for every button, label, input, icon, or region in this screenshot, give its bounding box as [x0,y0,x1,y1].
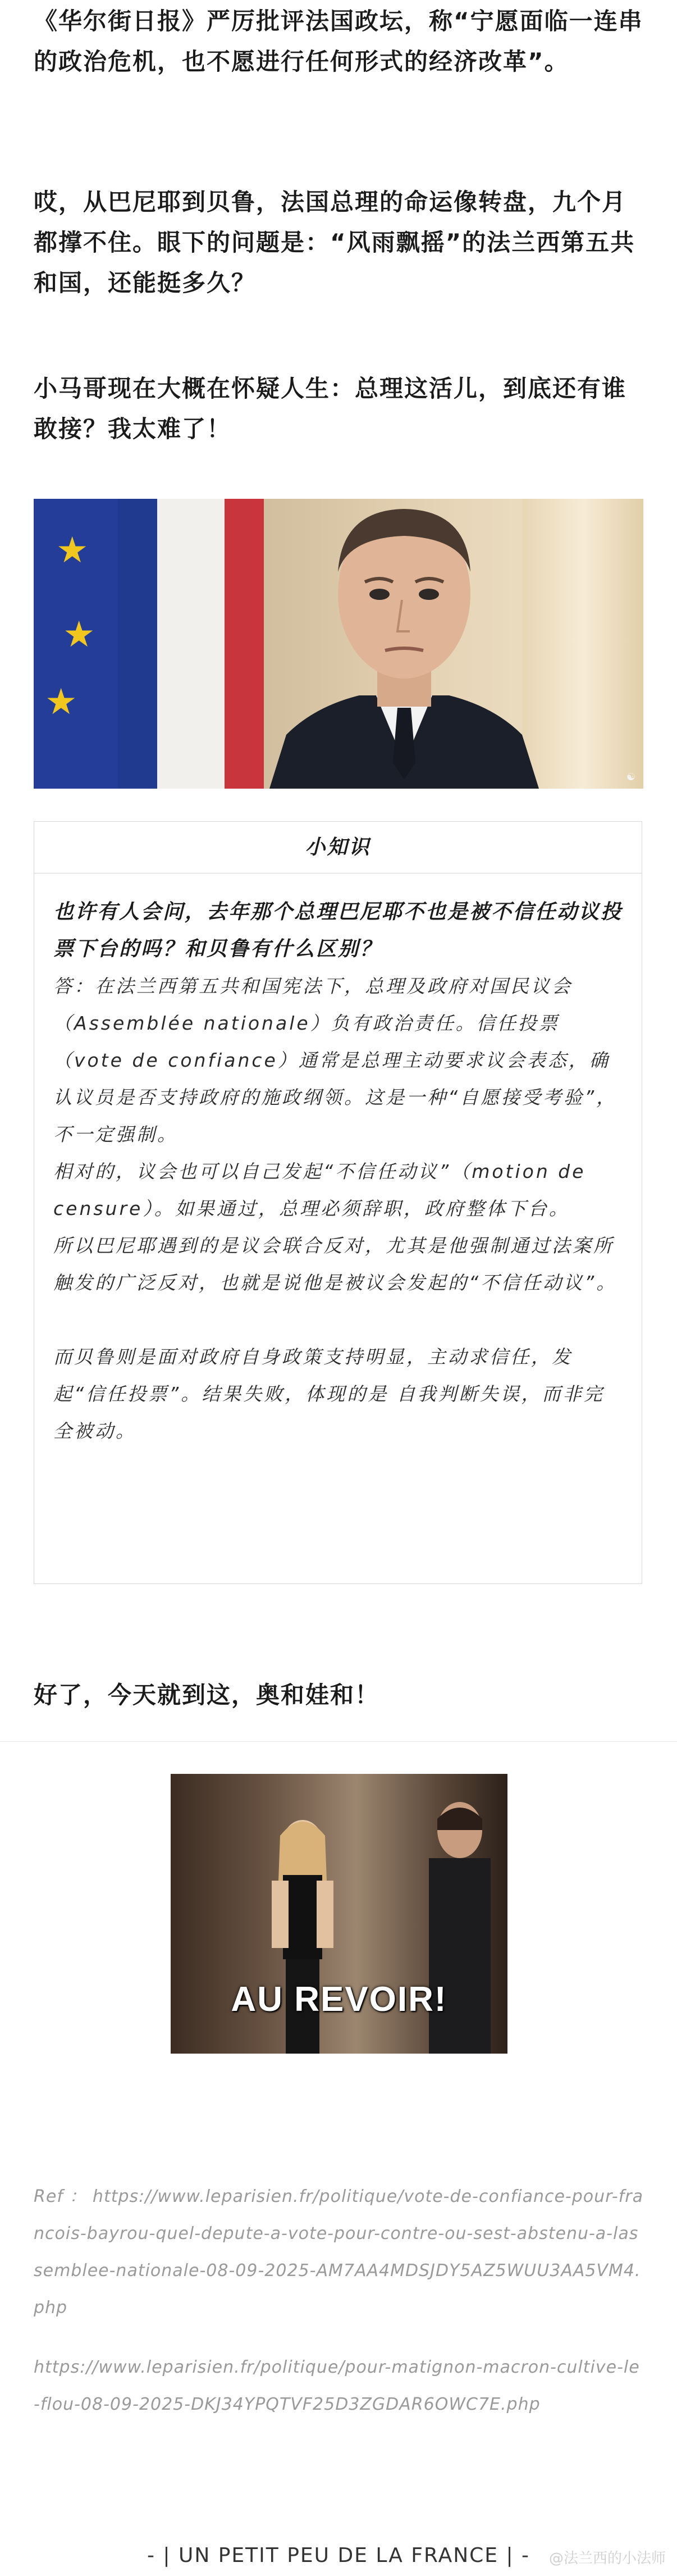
knowledge-answer-2: 相对的，议会也可以自己发起“不信任动议”（motion de censure）。如果通过，总理必须辞职，政府整体下台。 [53,1160,586,1219]
goodbye-gif [171,1774,507,2054]
portrait-figure [247,499,561,789]
article-photo [34,499,643,789]
knowledge-answer-4: 而贝鲁则是面对政府自身政策支持明显，主动求信任，发起“信任投票”。结果失败，体现的是 自我判断失误，而非完全被动。 [53,1346,605,1442]
french-flag-white [157,499,225,789]
knowledge-answer-1: 答：在法兰西第五共和国宪法下，总理及政府对国民议会（Assemblée nationale）负有政治责任。信任投票（vote de confiance）通常是总理主动要求议会表态，确认议员是否支持政府的施政纲领。这是一种“自愿接受考验”，不一定强制。 [53,975,617,1145]
star-icon: ★ [56,530,89,571]
star-icon: ★ [45,681,77,723]
knowledge-question: 也许有人会问，去年那个总理巴尼耶不也是被不信任动议投票下台的吗？和贝鲁有什么区别？ [53,900,623,961]
photo-watermark: ☯ [626,771,635,783]
divider [0,1741,677,1742]
paragraph-who-dares: 小马哥现在大概在怀疑人生：总理这活儿，到底还有谁敢接？我太难了！ [34,375,627,443]
footer-signature: - | UN PETIT PEU DE LA FRANCE | - [147,2544,530,2567]
eu-flag [34,499,118,789]
knowledge-box [34,821,642,1584]
paragraph-wsj-quote: 《华尔街日报》严厉批评法国政坛，称“宁愿面临一连串的政治危机，也不愿进行任何形式的经济改革”。 [34,7,643,75]
reference-1[interactable]: Ref ： https://www.leparisien.fr/politique/vote-de-confiance-pour-francois-bayrou-quel-depute-a-vote-pour-contre-ou-sest-abstenu-a-lassemblee-nationale-08-09-2025-AM7AA4MDSJDY5AZ5WUU3AA5VM4.php [34,2187,643,2318]
closing-line: 好了，今天就到这，奥和娃和！ [34,1681,380,1709]
french-flag-blue [118,499,157,789]
reference-2[interactable]: https://www.leparisien.fr/politique/pour-matignon-macron-cultive-le-flou-08-09-2025-DKJ34YPQTVF25D3ZGDAR6OWC7E.php [34,2357,640,2414]
knowledge-answer-3: 所以巴尼耶遇到的是议会联合反对，尤其是他强制通过法案所触发的广泛反对，也就是说他是被议会发起的“不信任动议”。 [53,1235,617,1294]
weibo-watermark: @法兰西的小法师 [548,2550,666,2567]
paragraph-prime-minister-fate: 哎，从巴尼耶到贝鲁，法国总理的命运像转盘，九个月都撑不住。眼下的问题是：“风雨飘摇”的法兰西第五共和国，还能挺多久？ [34,188,635,297]
gif-caption: AU REVOIR! [231,1980,447,2019]
knowledge-title: 小知识 [34,822,642,873]
star-icon: ★ [63,614,95,656]
